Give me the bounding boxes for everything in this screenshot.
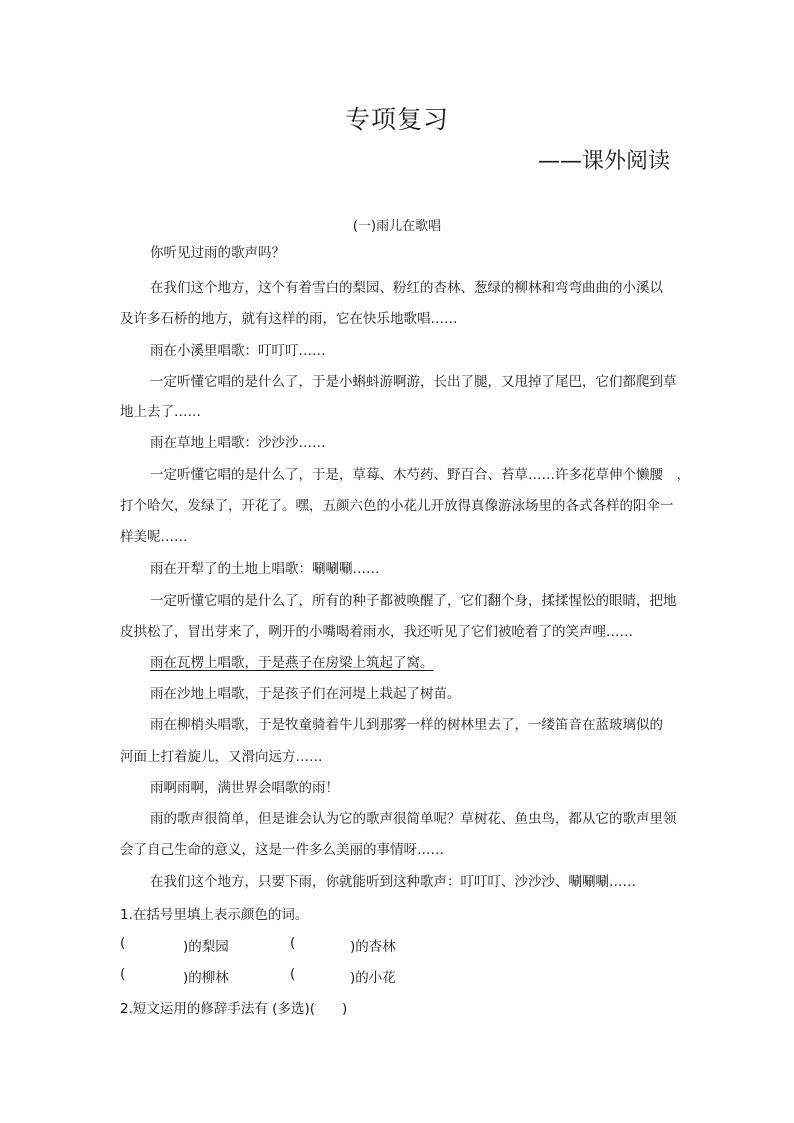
paragraph-line: 雨在柳梢头唱歌，于是牧童骑着牛儿到那雾一样的树林里去了，一缕笛音在蓝玻璃似的 (150, 717, 663, 733)
paragraph-line: 皮拱松了，冒出芽来了，咧开的小嘴喝着雨水，我还听见了它们被呛着了的笑声哩…… (120, 624, 633, 640)
question-2: 2.短文运用的修辞手法有 (多选)( ) (120, 1001, 348, 1017)
blank-label-apricot: )的杏林 (350, 939, 396, 955)
page-title: 专项复习 (344, 105, 449, 134)
blank-label-pear: )的梨园 (183, 939, 229, 955)
paragraph-line: 样美呢…… (120, 529, 188, 545)
question-1: 1.在括号里填上表示颜色的词。 (120, 907, 309, 923)
paragraph-line: 一定听懂它唱的是什么了，所有的种子都被唤醒了，它们翻个身，揉揉惺忪的眼睛，把地 (150, 593, 677, 609)
paragraph-line: 河面上打着旋儿，又滑向远方…… (120, 749, 323, 765)
paragraph-line: 在我们这个地方，这个有着雪白的梨园、粉红的杏林、葱绿的柳林和弯弯曲曲的小溪以 (150, 280, 663, 296)
paragraph-line: 地上去了…… (120, 404, 201, 420)
blank-label-flower: )的小花 (350, 970, 396, 986)
paragraph-line: 雨的歌声很简单，但是谁会认为它的歌声很简单呢？草树花、鱼虫鸟，都从它的歌声里领 (150, 811, 677, 827)
blank-open-paren: ( (290, 935, 296, 951)
paragraph-line: 一定听懂它唱的是什么了，于是小蝌蚪游啊游，长出了腿，又甩掉了尾巴，它们都爬到草 (150, 374, 677, 390)
paragraph-line: 在我们这个地方，只要下雨，你就能听到这种歌声：叮叮叮、沙沙沙、唰唰唰…… (150, 874, 636, 890)
blank-label-willow: )的柳林 (183, 970, 229, 986)
blank-open-paren: ( (120, 966, 126, 982)
blank-open-paren: ( (290, 966, 296, 982)
paragraph-line: 雨啊雨啊，满世界会唱歌的雨！ (150, 780, 339, 796)
paragraph-line: 雨在草地上唱歌：沙沙沙…… (150, 435, 326, 451)
page-subtitle: ——课外阅读 (537, 149, 670, 174)
paragraph-line: 雨在小溪里唱歌：叮叮叮…… (150, 343, 326, 359)
paragraph-line: 及许多石桥的地方，就有这样的雨，它在快乐地歌唱…… (120, 311, 458, 327)
paragraph-line: 雨在开犁了的土地上唱歌：唰唰唰…… (150, 561, 380, 577)
paragraph-line: 一定听懂它唱的是什么了，于是，草莓、木芍药、野百合、苔草……许多花草伸个懒腰 ， (150, 467, 690, 483)
underlined-sentence: 雨在瓦楞上唱歌，于是燕子在房梁上筑起了窝。 (150, 655, 434, 671)
paragraph-line: 打个哈欠，发绿了，开花了。嘿，五颜六色的小花儿开放得真像游泳场里的各式各样的阳伞一 (120, 498, 674, 514)
section-title: (一)雨儿在歌唱 (352, 219, 442, 234)
paragraph-line: 会了自己生命的意义，这是一件多么美丽的事情呀…… (120, 842, 444, 858)
paragraph-line: 雨在沙地上唱歌，于是孩子们在河堤上栽起了树苗。 (150, 686, 461, 702)
blank-open-paren: ( (120, 935, 126, 951)
paragraph-line: 你听见过雨的歌声吗？ (150, 245, 285, 261)
